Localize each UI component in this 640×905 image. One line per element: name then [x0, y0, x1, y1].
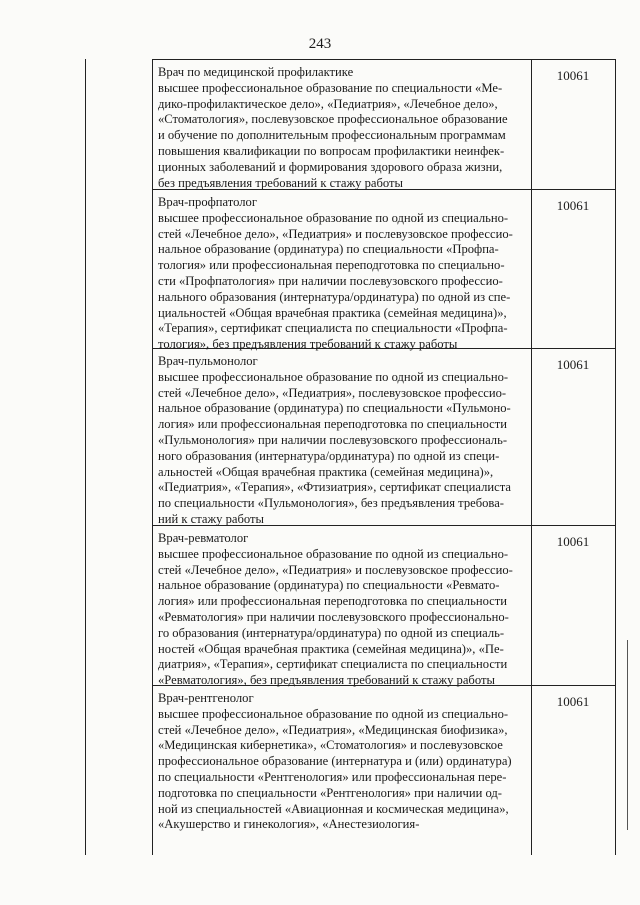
position-description: Врач-ревматолог высшее профессиональное образование по одной из специально- стей «Лечебное дело», «Педиатрия» и послевузовское профессио- нальное образование (ординатура) по специальности «Ревмато- логия» или профессиональная переподготовка по специальности «Ревматология» при наличии послевузовского профессионально- го образования (интернатура/ординатура) по одной из специаль- ностей «Общая врачебная практика (семейная медицина)», «Пе- диатрия», «Терапия», сертификат специалиста по специальности «Ревматология», без предъявления требований к стажу работы	[158, 531, 513, 688]
position-description: Врач по медицинской профилактике высшее профессиональное образование по специальности «Ме- дико-профилактическое дело», «Педиатрия», «Лечебное дело», «Стоматология», послевузовское профессиональное образование и обучение по дополнительным профессиональным программам повышения квалификации по вопросам профилактики неинфек- ционных заболеваний и формирования здорового образа жизни, без предъявления требований к стажу работы	[158, 65, 508, 190]
table-row	[152, 685, 615, 856]
position-description: Врач-рентгенолог высшее профессиональное образование по одной из специально- стей «Лечебное дело», «Педиатрия», «Медицинская биофизика», «Медицинская кибернетика», «Стоматология» и послевузовское профессиональное образование (интернатура и (или) ординатура) по специальности «Рентгенология» или профессиональная пере- подготовка по специальности «Рентгенология» при наличии од- ной из специальностей «Авиационная и космическая медицина», «Акушерство и гинекология», «Анестезиология-	[158, 691, 512, 832]
qualification-table	[85, 59, 616, 855]
position-code: 10061	[556, 534, 590, 549]
scan-edge-line	[627, 640, 628, 830]
position-code: 10061	[556, 357, 590, 372]
position-description: Врач-профпатолог высшее профессиональное образование по одной из специально- стей «Лечебное дело», «Педиатрия» и послевузовское профессио- нальное образование (ординатура) по специальности «Профпа- тология» или профессиональная переподготовка по специально- сти «Профпатология» при наличии послевузовского профессио- нального образования (интернатура/ординатура) по одной из спе- циальностей «Общая врачебная практика (семейная медицина)», «Терапия», сертификат специалиста по специальности «Профпа- тология», без предъявления требований к стажу работы	[158, 195, 513, 352]
page-number: 243	[308, 36, 332, 52]
table-row	[152, 348, 615, 526]
position-description: Врач-пульмонолог высшее профессиональное образование по одной из специально- стей «Лечебное дело», «Педиатрия», послевузовское профессио- нальное образование (ординатура) по специальности «Пульмоно- логия» или профессиональная переподготовка по специальности «Пульмонология» при наличии послевузовского профессиональ- ного образования (интернатура/ординатура) по одной из специ- альностей «Общая врачебная практика (семейная медицина)», «Педиатрия», «Терапия», «Фтизиатрия», сертификат специалиста по специальности «Пульмонология», без предъявления требова- ний к стажу работы	[158, 354, 511, 526]
position-code: 10061	[556, 68, 590, 83]
position-code: 10061	[556, 198, 590, 213]
table-row	[152, 189, 615, 352]
table-row	[152, 525, 615, 686]
table-row	[152, 59, 615, 190]
position-code: 10061	[556, 694, 590, 709]
